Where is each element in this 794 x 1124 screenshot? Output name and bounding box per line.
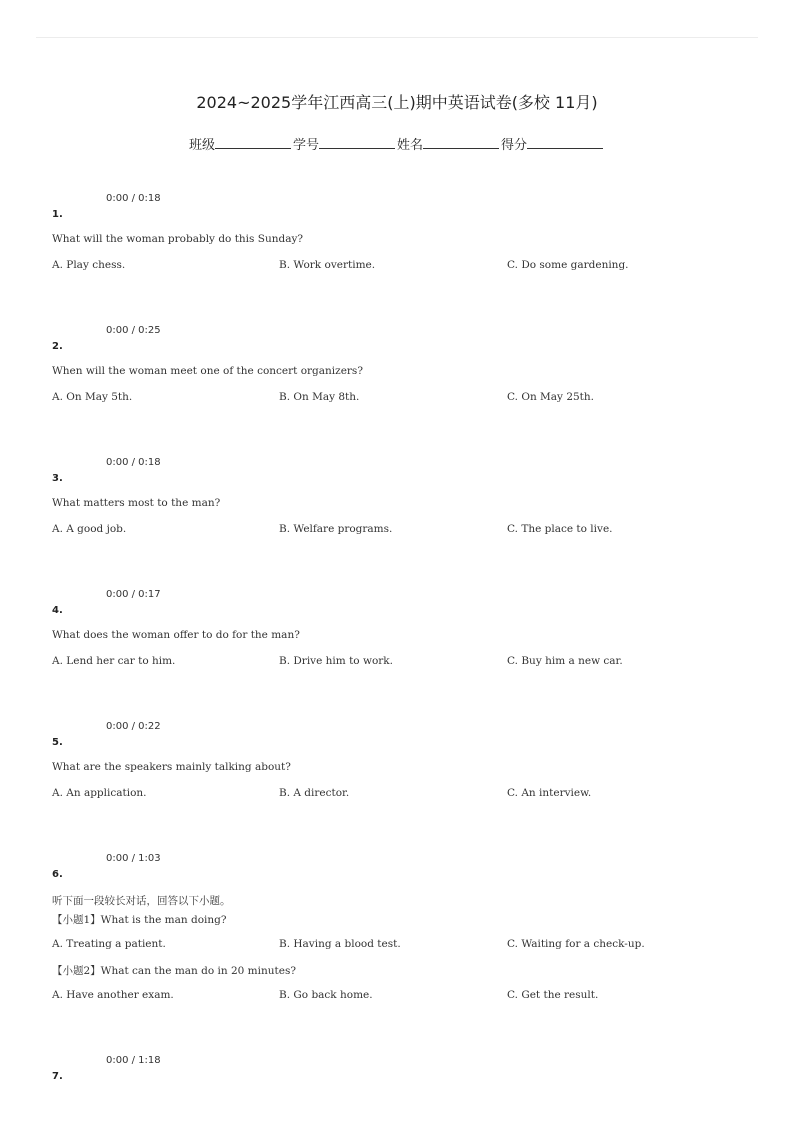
subquestion-2-option-c[interactable]: C. Get the result. xyxy=(507,989,599,1001)
option-c[interactable]: C. Buy him a new car. xyxy=(507,655,623,667)
audio-time-1[interactable]: 0:00 / 0:18 xyxy=(106,193,161,204)
question-stem: When will the woman meet one of the concert organizers? xyxy=(52,365,363,377)
id-label: 学号 xyxy=(292,138,319,153)
option-a[interactable]: A. Lend her car to him. xyxy=(52,655,176,667)
question-stem: What does the woman offer to do for the man? xyxy=(52,629,300,641)
question-number: 5. xyxy=(52,737,63,748)
option-a[interactable]: A. Play chess. xyxy=(52,259,126,271)
question-number: 7. xyxy=(52,1071,63,1082)
audio-time-2[interactable]: 0:00 / 0:25 xyxy=(106,325,161,336)
question-number: 4. xyxy=(52,605,63,616)
id-blank[interactable] xyxy=(319,136,395,149)
option-c[interactable]: C. On May 25th. xyxy=(507,391,595,403)
student-info-line xyxy=(0,134,794,153)
option-b[interactable]: B. Work overtime. xyxy=(279,259,376,271)
option-a[interactable]: A. An application. xyxy=(52,787,147,799)
option-a[interactable]: A. On May 5th. xyxy=(52,391,133,403)
class-blank[interactable] xyxy=(215,136,291,149)
option-b[interactable]: B. A director. xyxy=(279,787,350,799)
audio-time-3[interactable]: 0:00 / 0:18 xyxy=(106,457,161,468)
question-number: 6. xyxy=(52,869,63,880)
question-stem: What matters most to the man? xyxy=(52,497,221,509)
top-divider xyxy=(36,37,758,38)
audio-time-4[interactable]: 0:00 / 0:17 xyxy=(106,589,161,600)
score-label: 得分 xyxy=(501,138,528,153)
name-blank[interactable] xyxy=(423,136,499,149)
subquestion-2-option-a[interactable]: A. Have another exam. xyxy=(52,989,174,1001)
question-intro: 听下面一段较长对话，回答以下小题。 xyxy=(52,895,231,907)
audio-time-7[interactable]: 0:00 / 1:18 xyxy=(106,1055,161,1066)
option-a[interactable]: A. A good job. xyxy=(52,523,127,535)
question-number: 3. xyxy=(52,473,63,484)
option-b[interactable]: B. On May 8th. xyxy=(279,391,360,403)
class-label: 班级 xyxy=(188,138,215,153)
subquestion-1-option-c[interactable]: C. Waiting for a check-up. xyxy=(507,938,645,950)
subquestion-1-option-b[interactable]: B. Having a blood test. xyxy=(279,938,401,950)
subquestion-2-stem: 【小题2】What can the man do in 20 minutes? xyxy=(52,965,296,977)
option-b[interactable]: B. Welfare programs. xyxy=(279,523,393,535)
subquestion-2-option-b[interactable]: B. Go back home. xyxy=(279,989,373,1001)
page-title: 2024~2025学年江西高三(上)期中英语试卷(多校 11月) xyxy=(196,93,598,112)
option-b[interactable]: B. Drive him to work. xyxy=(279,655,393,667)
question-stem: What will the woman probably do this Sunday? xyxy=(52,233,304,245)
audio-time-5[interactable]: 0:00 / 0:22 xyxy=(106,721,161,732)
option-c[interactable]: C. An interview. xyxy=(507,787,592,799)
audio-time-6[interactable]: 0:00 / 1:03 xyxy=(106,853,161,864)
question-number: 1. xyxy=(52,209,63,220)
subquestion-1-stem: 【小题1】What is the man doing? xyxy=(52,914,227,926)
question-number: 2. xyxy=(52,341,63,352)
name-label: 姓名 xyxy=(397,138,424,153)
option-c[interactable]: C. The place to live. xyxy=(507,523,613,535)
question-stem: What are the speakers mainly talking about? xyxy=(52,761,291,773)
score-blank[interactable] xyxy=(527,136,603,149)
subquestion-1-option-a[interactable]: A. Treating a patient. xyxy=(52,938,166,950)
option-c[interactable]: C. Do some gardening. xyxy=(507,259,629,271)
